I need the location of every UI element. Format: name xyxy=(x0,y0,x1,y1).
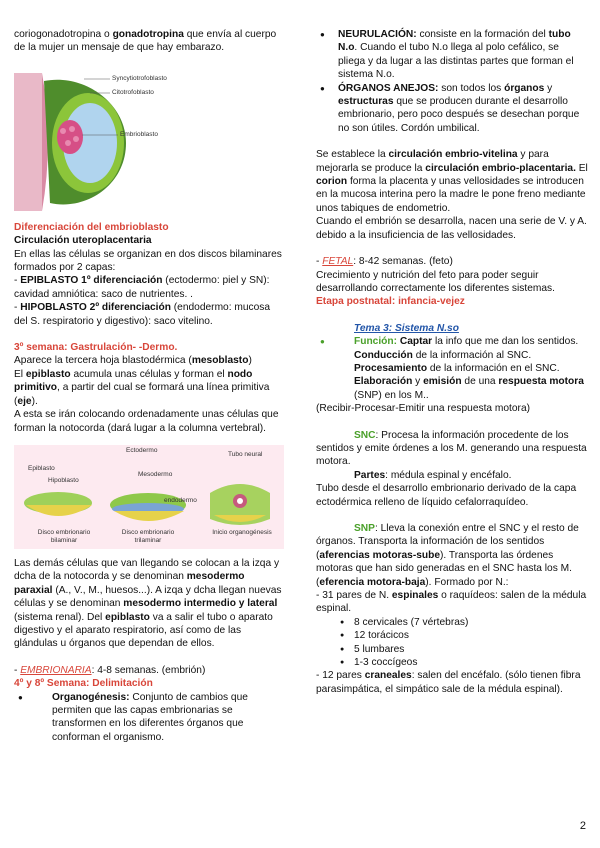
heading-week3: 3º semana: Gastrulación- -Dermo. xyxy=(14,342,178,354)
heading-circulacion: Circulación uteroplacentaria xyxy=(14,235,152,247)
cells-paragraph: En ellas las células se organizan en dos discos bilaminares formados por 2 capas: xyxy=(14,248,282,274)
label-tubo-neural-fig: Tubo neural xyxy=(228,450,263,458)
pares-item-coccigeos: ● 1-3 coccígeos xyxy=(316,656,588,669)
pares-item-cervicales: ● 8 cervicales (7 vértebras) xyxy=(316,616,588,629)
left-column xyxy=(14,28,284,744)
pares-item-toracicos: ● 12 torácicos xyxy=(316,629,588,642)
partes-line: Partes: médula espinal y encéfalo. xyxy=(354,469,512,481)
snc-paragraph: SNC: Procesa la información procedente de los sentidos y emite órdenes a los M. generando una respuesta motora. xyxy=(316,429,587,468)
label-ectodermo-fig: Ectodermo xyxy=(126,446,158,454)
embrionaria-line: - EMBRIONARIA: 4-8 semanas. (embrión) xyxy=(14,664,206,676)
label-endodermo-fig: endodermo xyxy=(164,496,197,504)
organos-anejos-bullet: ● ÓRGANOS ANEJOS: son todos los órganos y estructuras que se producen durante el desarrollo embrionario, pero poco después se desechan porque no son útiles. Cordón umbilical. xyxy=(316,82,588,136)
recibir-line: (Recibir-Procesar-Emitir una respuesta motora) xyxy=(316,403,531,415)
fetal-line: - FETAL: 8-42 semanas. (feto) xyxy=(316,256,453,268)
week3-paragraph-2: El epiblasto acumula unas células y forman el nodo primitivo, a partir del cual se formará una línea primitiva (eje). xyxy=(14,368,270,407)
right-column xyxy=(316,28,588,696)
mesodermo-paragraph: Las demás células que van llegando se colocan a la izqa y dcha de la notocorda y se denominan mesodermo paraxial (A., V., M., huesos...). A izqa y dcha llegan nuevas células y se denominan mesodermo intermedio y lateral (sistema renal). Del epiblasto va a salir el tubo o aparato digestivo y el aparato respiratorio, así como de las glándulas u órganos que dependan de ellos. xyxy=(14,557,282,650)
label-citotrofoblasto: Citotrofoblasto xyxy=(112,88,154,96)
label-hipoblasto-fig: Hipoblasto xyxy=(48,476,79,484)
fetal-paragraph: Crecimiento y nutrición del feto para poder seguir desarrollando correctamente los diferentes sistemas. xyxy=(316,269,555,294)
caption-bilaminar: Disco embrionario bilaminar xyxy=(37,528,91,544)
heading-diferenciacion: Diferenciación del embrioblasto xyxy=(14,221,169,233)
snp-paragraph: SNP: Lleva la conexión entre el SNC y el resto de órganos. Transporta la información de los sentidos (aferencias motoras-sube). Transporta las órdenes motoras que han sido generadas en el SNC hasta los M. (eferencia motora-baja). Formado por N.: xyxy=(316,523,579,588)
label-epiblasto-fig: Epiblasto xyxy=(28,464,55,472)
pares-item-lumbares: ● 5 lumbares xyxy=(316,643,588,656)
caption-trilaminar: Disco embrionario trilaminar xyxy=(121,528,175,544)
blastocyst-figure xyxy=(14,73,284,211)
circulacion-paragraph: Se establece la circulación embrio-vitelina y para mejorarla se produce la circulación embrio-placentaria. El corion forma la placenta y unas vellosidades se introducen en la mucosa interina pero la madre le pone freno mediante unos tabiques de endometrio. xyxy=(316,149,588,214)
tubo-paragraph: Tubo desde el desarrollo embrionario derivado de la capa ectodérmica relleno de líquido cefalorraquídeo. xyxy=(316,483,577,508)
tema-heading: Tema 3: Sistema N.so xyxy=(354,322,459,334)
label-embrioblasto: Embrioblasto xyxy=(120,130,158,138)
caption-organogenesis: Inicio organogénesis xyxy=(212,528,272,536)
label-mesodermo-fig: Mesodermo xyxy=(138,470,173,478)
week3-paragraph-1: Aparece la tercera hoja blastodérmica (mesoblasto) xyxy=(14,355,252,367)
postnatal-heading: Etapa postnatal: infancia-vejez xyxy=(316,296,465,308)
intro-paragraph: coriogonadotropina o gonadotropina que envía al cuerpo de la mujer un mensaje de que hay embarazo. xyxy=(14,29,277,54)
funcion-bullet: ● Función: Captar la info que me dan los sentidos. Conducción de la información al SNC. Procesamiento de la información en el SNC. Elaboración y emisión de una respuesta motora (SNP) en los M.. xyxy=(316,335,588,402)
label-syncytiotrofoblasto: Syncytiotrofoblasto xyxy=(112,74,167,82)
pares12-line: - 12 pares craneales: salen del encéfalo. (sólo tienen fibra parasimpática, el simpático sale de la médula espinal). xyxy=(316,670,581,695)
organogenesis-bullet: ● Organogénesis: Conjunto de cambios que permiten que las capas embrionarias se transformen en los diferentes órganos que conforman el organismo. xyxy=(14,691,284,745)
pares31-line: - 31 pares de N. espinales o raquídeos: salen de la médula espinal. xyxy=(316,590,587,615)
page-number: 2 xyxy=(579,820,586,832)
epiblasto-paragraph: - EPIBLASTO 1º diferenciación (ectodermo: piel y SN): cavidad amniótica: saco de nutrientes. . xyxy=(14,275,270,300)
neurulacion-bullet: ● NEURULACIÓN: consiste en la formación del tubo N.o. Cuando el tubo N.o llega al polo cefálico, se pliega y da lugar a las distintas partes que forman el sistema N.o. xyxy=(316,28,588,82)
vellosidades-paragraph: Cuando el embrión se desarrolla, nacen una serie de V. y A. debido a la insuficiencia de las vellosidades. xyxy=(316,216,587,241)
hipoblasto-paragraph: - HIPOBLASTO 2º diferenciación (endodermo: mucosa del S. respiratorio y digestivo): saco vitelino. xyxy=(14,302,271,327)
heading-week48: 4º y 8º Semana: Delimitación xyxy=(14,678,153,690)
germ-layers-figure xyxy=(14,445,284,549)
week3-paragraph-3: A esta se irán colocando ordenadamente unas células que forman la notocorda (dará lugar a la columna vertebral). xyxy=(14,409,279,434)
